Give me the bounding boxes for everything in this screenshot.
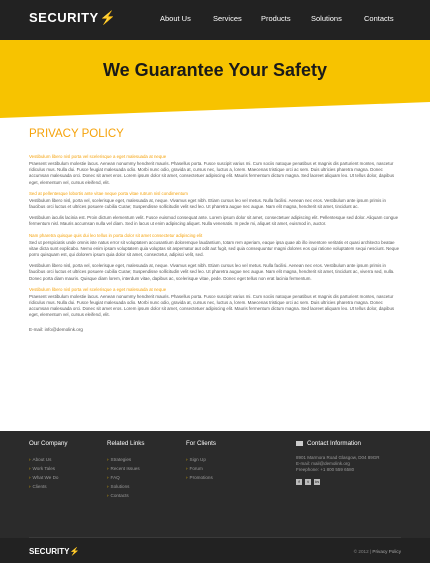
privacy-policy-link[interactable]: Privacy Policy [372, 549, 401, 554]
footer-link-label: Clients [32, 484, 47, 489]
footer-link[interactable] [29, 473, 68, 482]
footer-logo[interactable] [29, 547, 79, 556]
section-heading: Nam pharetra quisque quis dui leo tellus in porta dolor sit amet consectetur adipiscing elit [29, 232, 203, 238]
section-paragraph: Praesent vestibulum molestie lacus. Aenean nonummy hendrerit mauris. Phasellus porta. Fusce suscipit varius mi. Cum sociis natoque penatibus et magnis dis parturient montes, nascetur ridiculus mus. Nulla dui. Fusce feugiat malesuada odio. Morbi nunc odio, gravida at, cursus nec, luctus a, lorem. Maecenas tristique orci ac sem. Duis ultricies pharetra magna. Donec accumsan malesuada orci. Donec sit amet eros. Lorem ipsum dolor sit amet, consectetuer adipiscing elit. Mauris fermentum dictum magna. Sed laoreet aliquam leo. Ut tellus dolor, dapibus eget, elementum vel, cursus eleifend, elit. [29, 161, 395, 185]
footer-link-label: Sign Up [189, 457, 206, 462]
footer-link[interactable] [29, 464, 68, 473]
footer-logo-text: SECURITY [29, 547, 70, 556]
footer-link-label: Contacts [110, 493, 129, 498]
policy-section [29, 154, 401, 186]
nav-solutions[interactable]: Solutions [311, 14, 342, 23]
bullet-icon: › [29, 457, 31, 462]
email-line [29, 327, 401, 332]
bullet-icon: › [29, 484, 31, 489]
page-title: PRIVACY POLICY [29, 128, 124, 140]
copyright [354, 549, 401, 554]
footer-col-title: Related Links [107, 440, 145, 447]
footer-link-label: FAQ [110, 475, 120, 480]
footer-link-label: Solutions [110, 484, 130, 489]
footer-col-title: Our Company [29, 440, 68, 447]
footer-col-contact [296, 440, 380, 485]
footer-link[interactable] [107, 455, 145, 464]
nav-services[interactable]: Services [213, 14, 242, 23]
bolt-icon: ⚡ [69, 547, 80, 556]
email-link[interactable]: info@demolink.org [44, 326, 83, 332]
section-paragraph: Sed ut perspiciatis unde omnis iste natus error sit voluptatem accusantium doloremque laudantium, totam rem aperiam, eaque ipsa quae ab illo inventore veritatis et quasi architecto beatae vitae dicta sunt explicabo. Nemo enim ipsam voluptatem quia voluptas sit aspernatur aut odit aut fugit, sed quia consequuntur magni dolores eos qui ratione voluptatem sequi nesciunt. Neque porro quisquam est, qui dolorem ipsum quia dolor sit amet, consectetur, adipisci velit, sed. [29, 239, 400, 258]
footer-link-label: Strategies [110, 457, 132, 462]
footer-link-label: Work Tales [32, 466, 56, 471]
bullet-icon: › [29, 475, 31, 480]
section-paragraph: Vestibulum iaculis lacinia est. Proin dictum elementum velit. Fusce euismod consequat ante. Lorem ipsum dolor sit amet, consectetuer adipiscing elit. Pellentesque sed dolor. Aliquam congue fermentum nisl. Mauris accumsan nulla vel diam. Sed in lacus ut enim adipiscing aliquet. Nulla venenatis. In pede mi, aliquet sit amet, euismod in, auctor. [29, 215, 399, 227]
policy-section [29, 191, 401, 228]
copyright-text: © 2012 | [353, 549, 372, 554]
footer-link[interactable] [107, 482, 145, 491]
twitter-icon[interactable]: t [305, 479, 311, 485]
footer-link[interactable] [107, 491, 145, 500]
footer-divider [29, 537, 401, 538]
facebook-icon[interactable]: f [296, 479, 302, 485]
logo[interactable] [29, 10, 116, 26]
footer-col-related-links [107, 440, 145, 500]
bullet-icon: › [29, 466, 31, 471]
banner-background [0, 40, 430, 134]
section-paragraph: Vestibulum libero nisl, porta vel, scelerisque eget, malesuada at, neque. Vivamus eget nibh. Etiam cursus leo vel metus. Nulla facilisi. Aenean nec eros. Vestibulum ante ipsum primis in faucibus orci luctus et ultrices posuere cubilia Curae; Suspendisse sollicitudin velit sed leo. Ut pharetra augue nec augue. Nam elit magna, hendrerit sit amet, tincidunt ac, viverra sed, nulla. Donec porta diam mauris. Quisque diam lorem, interdum vitae, dapibus ac, scelerisque vitae, pede. Donec eget tellus non erat lacinia fermentum. [29, 263, 395, 281]
section-heading: Vestibulum libero nisl porta vel scelerisque a eget malesuada at neque [29, 286, 167, 292]
footer-link[interactable] [186, 464, 216, 473]
social-links [296, 479, 380, 485]
footer-col-title [296, 440, 380, 447]
footer-link[interactable] [186, 473, 216, 482]
bullet-icon: › [107, 493, 109, 498]
footer-link-label: About Us [32, 457, 52, 462]
section-heading: Vestibulum libero nisl porta vel scelerisque a eget malesuada at neque [29, 154, 167, 159]
main-content [29, 128, 401, 332]
footer-link[interactable] [186, 455, 216, 464]
footer-link[interactable] [107, 473, 145, 482]
nav-products[interactable]: Products [261, 14, 291, 23]
banner-headline: We Guarantee Your Safety [102, 60, 328, 80]
policy-section [29, 287, 401, 319]
bolt-icon: ⚡ [99, 10, 117, 25]
footer-link[interactable] [29, 455, 68, 464]
footer-link-label: What We Do [32, 475, 59, 480]
footer-link[interactable] [29, 482, 68, 491]
bullet-icon: › [107, 475, 109, 480]
bullet-icon: › [107, 457, 109, 462]
nav-contacts[interactable]: Contacts [364, 14, 394, 23]
footer-link-label: Promotions [189, 475, 213, 480]
email-label: E-mail: [29, 326, 44, 332]
envelope-icon [296, 441, 303, 446]
policy-section [29, 233, 401, 282]
contact-phone: Freephone: +1 800 559 6580 [296, 467, 355, 472]
footer-col-for-clients [186, 440, 216, 482]
site-header [0, 0, 430, 40]
footer-link-label: Forum [189, 466, 203, 471]
footer-col-our-company [29, 440, 68, 491]
section-paragraph: Praesent vestibulum molestie lacus. Aenean nonummy hendrerit mauris. Phasellus porta. Fusce suscipit varius mi. Cum sociis natoque penatibus et magnis dis parturient montes, nascetur ridiculus mus. Nulla dui. Fusce feugiat malesuada odio. Morbi nunc odio, gravida at, cursus nec, luctus a, lorem. Maecenas tristique orci ac sem. Duis ultricies pharetra magna. Donec accumsan malesuada orci. Donec sit amet eros. Lorem ipsum dolor sit amet, consectetuer adipiscing elit. Mauris fermentum dictum magna. Sed laoreet aliquam leo. Ut tellus dolor, dapibus eget, elementum vel, cursus eleifend, elit. [29, 293, 395, 318]
contact-address: 8901 Marmora Road Glasgow, D04 89GR [296, 455, 380, 460]
section-heading: Sed at pellentesque lobortis ante vitae neque porta vitae rutrum nisl condimentum [29, 190, 188, 196]
bullet-icon: › [107, 484, 109, 489]
footer-link[interactable] [107, 464, 145, 473]
logo-text: SECURITY [29, 10, 99, 25]
linkedin-icon[interactable]: in [315, 479, 319, 484]
section-paragraph: Vestibulum libero nisl, porta vel, scelerisque eget, malesuada at, neque. Vivamus eget nibh. Etiam cursus leo vel metus. Nulla facilisi. Aenean nec eros. Vestibulum ante ipsum primis in faucibus orci luctus et ultrices posuere cubilia Curae; Suspendisse sollicitudin velit sed leo. Ut pharetra augue nec augue. Nam elit magna, hendrerit sit amet, tincidunt ac. [29, 197, 386, 210]
contact-info [296, 455, 380, 473]
contact-title: Contact Information [307, 440, 361, 447]
bullet-icon: › [186, 466, 188, 471]
nav-about-us[interactable]: About Us [160, 14, 191, 23]
bullet-icon: › [107, 466, 109, 471]
contact-email[interactable]: E-mail: mail@demolink.org [296, 461, 350, 466]
footer-col-title: For Clients [186, 440, 216, 447]
bullet-icon: › [186, 457, 188, 462]
bullet-icon: › [186, 475, 188, 480]
footer-link-label: Recent Issues [110, 466, 140, 471]
